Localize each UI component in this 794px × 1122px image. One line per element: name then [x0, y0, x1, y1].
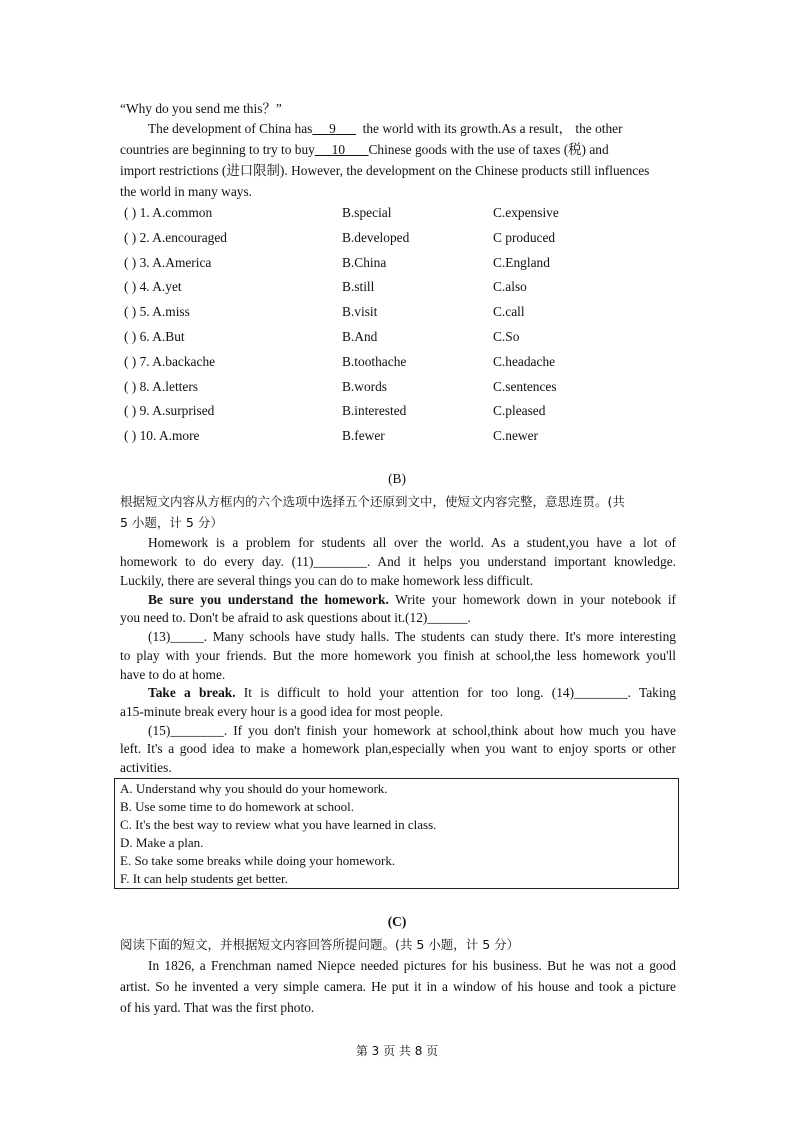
option-row: ( ) 2. A.encouraged B.developed C produced — [124, 230, 556, 245]
paragraph-line: (13)_____. Many schools have study halls. The students can study there. It's more interesting — [148, 629, 676, 644]
box-option: B. Use some time to do homework at school. — [120, 799, 354, 814]
paragraph-line: activities. — [120, 760, 172, 775]
option-row: ( ) 9. A.surprised B.interested C.pleased — [124, 403, 546, 418]
paragraph-line: left. It's a good idea to make a homework plan,especially when you want to enjoy sports or other — [120, 741, 676, 756]
instruction-line: 5 小题，计 5 分） — [120, 515, 223, 530]
box-option: D. Make a plan. — [120, 835, 204, 850]
text: The development of China has — [148, 121, 313, 136]
paragraph-line: a15-minute break every hour is a good idea for most people. — [120, 704, 444, 719]
box-option: C. It's the best way to review what you have learned in class. — [120, 817, 437, 832]
paragraph-line: Be sure you understand the homework. Write your homework down in your notebook if — [148, 592, 676, 607]
paragraph-line: you need to. Don't be afraid to ask questions about it.(12)______. — [120, 610, 471, 625]
paragraph-line: In 1826, a Frenchman named Niepce needed pictures for his business. But he was not a good — [148, 958, 676, 973]
option-row: ( ) 1. A.common B.special C.expensive — [124, 205, 559, 220]
option-row: ( ) 10. A.more B.fewer C.newer — [124, 428, 538, 443]
text: the world with its growth.As a result， the other — [362, 121, 623, 136]
paragraph-line — [120, 119, 676, 138]
text: countries are beginning to try to buy — [120, 142, 315, 157]
section-heading-c: (C) — [387, 914, 407, 929]
instruction-line: 根据短文内容从方框内的六个选项中选择五个还原到文中，使短文内容完整，意思连贯。(共 — [120, 494, 625, 509]
option-row: ( ) 3. A.America B.China C.England — [124, 255, 550, 270]
bold-heading: Take a break. — [148, 685, 236, 700]
paragraph-line — [120, 140, 676, 159]
box-option: F. It can help students get better. — [120, 871, 288, 886]
paragraph-line: (15)________. If you don't finish your homework at school,think about how much you have — [148, 723, 676, 738]
section-heading-b: (B) — [388, 471, 406, 486]
box-option: A. Understand why you should do your homework. — [120, 781, 388, 796]
paragraph-line: the world in many ways. — [120, 184, 253, 199]
paragraph-line: Luckily, there are several things you can do to make homework less difficult. — [120, 573, 534, 588]
paragraph-line: Take a break. It is difficult to hold your attention for too long. (14)________. Taking — [148, 685, 676, 700]
paragraph-line: import restrictions (进口限制). However, the development on the Chinese products still influences — [120, 163, 650, 178]
options-box — [114, 778, 679, 889]
paragraph-line: homework to do every day. (11)________. And it helps you understand important knowledge. — [120, 554, 676, 569]
option-row: ( ) 5. A.miss B.visit C.call — [124, 304, 525, 319]
box-option: E. So take some breaks while doing your homework. — [120, 853, 396, 868]
paragraph-line: to play with your friends. But the more homework you finish at school,the less homework you'll — [120, 648, 676, 663]
instruction-line: 阅读下面的短文，并根据短文内容回答所提问题。(共 5 小题，计 5 分） — [120, 937, 520, 952]
option-row: ( ) 7. A.backache B.toothache C.headache — [124, 354, 556, 369]
quote-line: “Why do you send me this？” — [120, 101, 282, 116]
page-footer: 第 3 页 共 8 页 — [355, 1044, 439, 1058]
option-row: ( ) 4. A.yet B.still C.also — [124, 279, 527, 294]
text: Chinese goods with the use of taxes (税) and — [368, 142, 609, 157]
paragraph-line: Homework is a problem for students all over the world. As a student,you have a lot of — [148, 535, 676, 550]
paragraph-line: of his yard. That was the first photo. — [120, 1000, 315, 1015]
blank-10: 10 — [331, 142, 346, 157]
bold-heading: Be sure you understand the homework. — [148, 592, 389, 607]
blank-9: 9 — [329, 121, 336, 136]
paragraph-line: have to do at home. — [120, 667, 226, 682]
option-row: ( ) 8. A.letters B.words C.sentences — [124, 379, 557, 394]
option-row: ( ) 6. A.But B.And C.So — [124, 329, 520, 344]
paragraph-line: artist. So he invented a very simple camera. He put it in a window of his house and took a picture — [120, 979, 676, 994]
